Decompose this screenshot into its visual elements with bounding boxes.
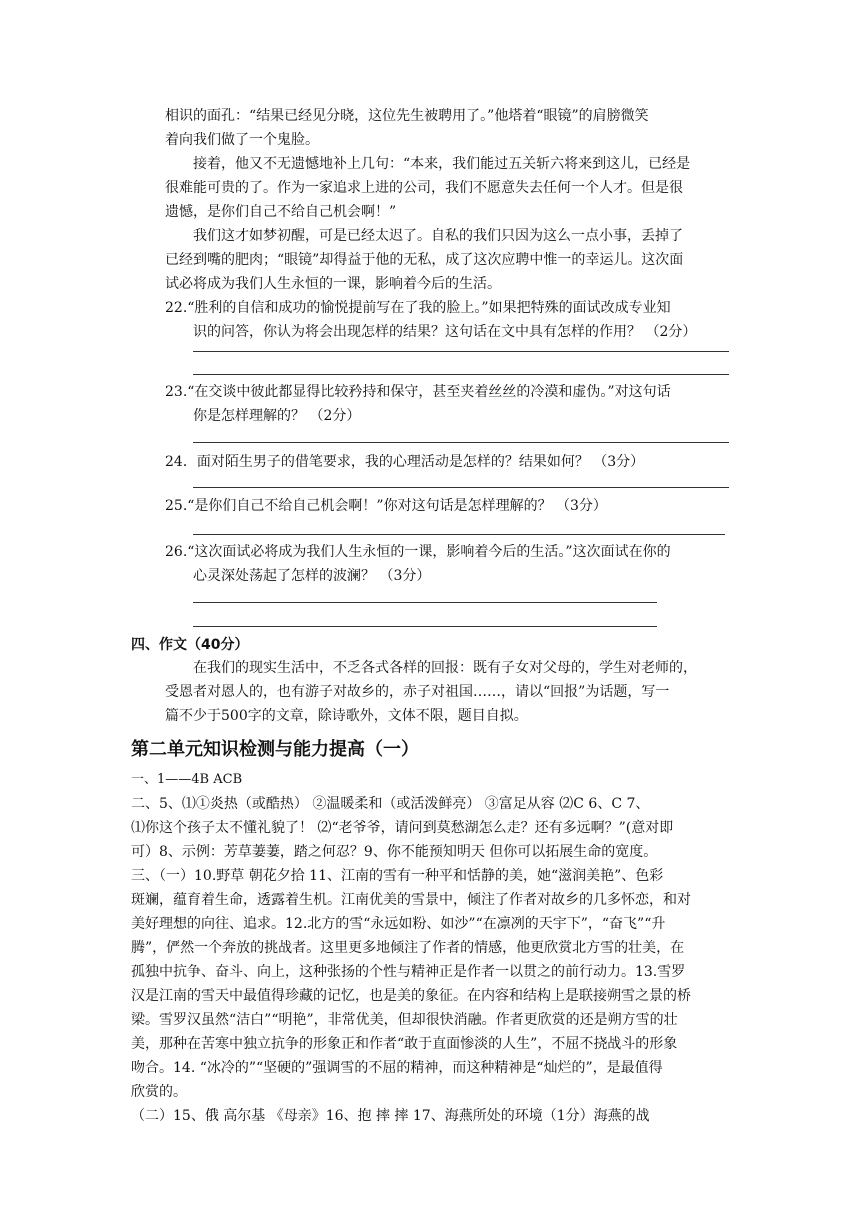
answer-3: 三、（一）10.野草 朝花夕拾 11、江南的雪有一种平和恬静的美，她“滋润美艳”、色彩 bbox=[131, 868, 664, 884]
composition-heading: 四、作文（40分） bbox=[131, 637, 249, 653]
question-26-cont: 心灵深处荡起了怎样的波澜？ （3分） bbox=[193, 568, 431, 584]
answer-line[interactable] bbox=[193, 351, 729, 352]
composition-text: 篇不少于500字的文章，除诗歌外，文体不限，题目自拟。 bbox=[165, 708, 528, 724]
story-line: 着向我们做了一个鬼脸。 bbox=[165, 132, 319, 148]
answer-line[interactable] bbox=[193, 626, 657, 627]
question-23: 23.“在交谈中彼此都显得比较矜持和保守，甚至夹着丝丝的冷漠和虚伪。”对这句话 bbox=[165, 384, 671, 400]
answer-3: 欣赏的。 bbox=[131, 1084, 187, 1100]
composition-text: 受恩者对恩人的，也有游子对故乡的，赤子对祖国……，请以“回报”为话题，写一 bbox=[165, 684, 670, 700]
answer-1: 一、1——4B ACB bbox=[131, 772, 243, 787]
answer-2: 二、5、⑴①炎热（或酷热） ②温暖柔和（或活泼鲜亮） ③富足从容 ⑵C 6、C 7、 bbox=[131, 796, 650, 812]
question-23-cont: 你是怎样理解的？ （2分） bbox=[193, 408, 361, 424]
composition-text: 在我们的现实生活中，不乏各式各样的回报：既有子女对父母的，学生对老师的， bbox=[193, 660, 697, 676]
story-line: 接着，他又不无遗憾地补上几句：“本来，我们能过五关斩六将来到这儿，已经是 bbox=[193, 156, 691, 172]
answer-line[interactable] bbox=[193, 602, 657, 603]
story-line: 试必将成为我们人生永恒的一课，影响着今后的生活。 bbox=[165, 276, 501, 292]
answer-3: 汉是江南的雪天中最值得珍藏的记忆，也是美的象征。在内容和结构上是联接朔雪之景的桥 bbox=[131, 988, 691, 1004]
story-line: 我们这才如梦初醒，可是已经太迟了。自私的我们只因为这么一点小事，丢掉了 bbox=[193, 228, 683, 244]
story-line: 相识的面孔：“结果已经见分晓，这位先生被聘用了。”他塔着“眼镜”的肩膀微笑 bbox=[165, 108, 649, 124]
answer-3: 美，那种在苦寒中独立抗争的形象正和作者“敢于直面惨淡的人生”，不屈不挠战斗的形象 bbox=[131, 1036, 678, 1052]
answer-3: 斑斓，蕴育着生命，透露着生机。江南优美的雪景中，倾注了作者对故乡的几多怀恋，和对 bbox=[131, 892, 691, 908]
answer-3: 吻合。14. “冰冷的”“坚硬的”强调雪的不屈的精神，而这种精神是“灿烂的”，是最值得 bbox=[131, 1060, 663, 1076]
answer-4: （二）15、俄 高尔基 《母亲》16、抱 摔 摔 17、海燕所处的环境（1分）海燕的战 bbox=[131, 1108, 650, 1124]
question-22: 22.“胜利的自信和成功的愉悦提前写在了我的脸上。”如果把特殊的面试改成专业知 bbox=[165, 300, 671, 316]
answer-line[interactable] bbox=[193, 374, 729, 375]
question-22-cont: 识的问答，你认为将会出现怎样的结果？这句话在文中具有怎样的作用？ （2分） bbox=[193, 324, 697, 340]
answer-3: 美好理想的向往、追求。12.北方的雪“永远如粉、如沙”“在凛冽的天宇下”，“奋飞”“升 bbox=[131, 916, 666, 932]
story-line: 遗憾，是你们自己不给自己机会啊！” bbox=[165, 204, 397, 220]
answer-3: 梁。雪罗汉虽然“洁白”“明艳”，非常优美，但却很快消融。作者更欣赏的还是朔方雪的壮 bbox=[131, 1012, 678, 1028]
answer-2: 可）8、示例：芳草萋萋，踏之何忍？9、你不能预知明天 但你可以拓展生命的宽度。 bbox=[131, 844, 658, 860]
question-26: 26.“这次面试必将成为我们人生永恒的一课，影响着今后的生活。”这次面试在你的 bbox=[165, 544, 671, 560]
answer-3: 孤独中抗争、奋斗、向上，这种张扬的个性与精神正是作者一以贯之的前行动力。13.雪罗 bbox=[131, 964, 686, 980]
section-title: 第二单元知识检测与能力提高（一） bbox=[131, 739, 419, 760]
answer-line[interactable] bbox=[193, 487, 729, 488]
story-line: 很难能可贵的了。作为一家追求上进的公司，我们不愿意失去任何一个人才。但是很 bbox=[165, 180, 683, 196]
answer-2: ⑴你这个孩子太不懂礼貌了！ ⑵“老爷爷，请问到莫愁湖怎么走？还有多远啊？”(意对即 bbox=[131, 820, 674, 836]
question-24: 24．面对陌生男子的借笔要求，我的心理活动是怎样的？结果如何？ （3分） bbox=[165, 454, 645, 470]
question-25: 25.“是你们自己不给自己机会啊！”你对这句话是怎样理解的？ （3分） bbox=[165, 498, 607, 514]
answer-line[interactable] bbox=[193, 534, 725, 535]
answer-3: 腾”，俨然一个奔放的挑战者。这里更多地倾注了作者的情感，他更欣赏北方雪的壮美，在 bbox=[131, 940, 685, 956]
story-line: 已经到嘴的肥肉；“眼镜”却得益于他的无私，成了这次应聘中惟一的幸运儿。这次面 bbox=[165, 252, 684, 268]
answer-line[interactable] bbox=[193, 442, 729, 443]
